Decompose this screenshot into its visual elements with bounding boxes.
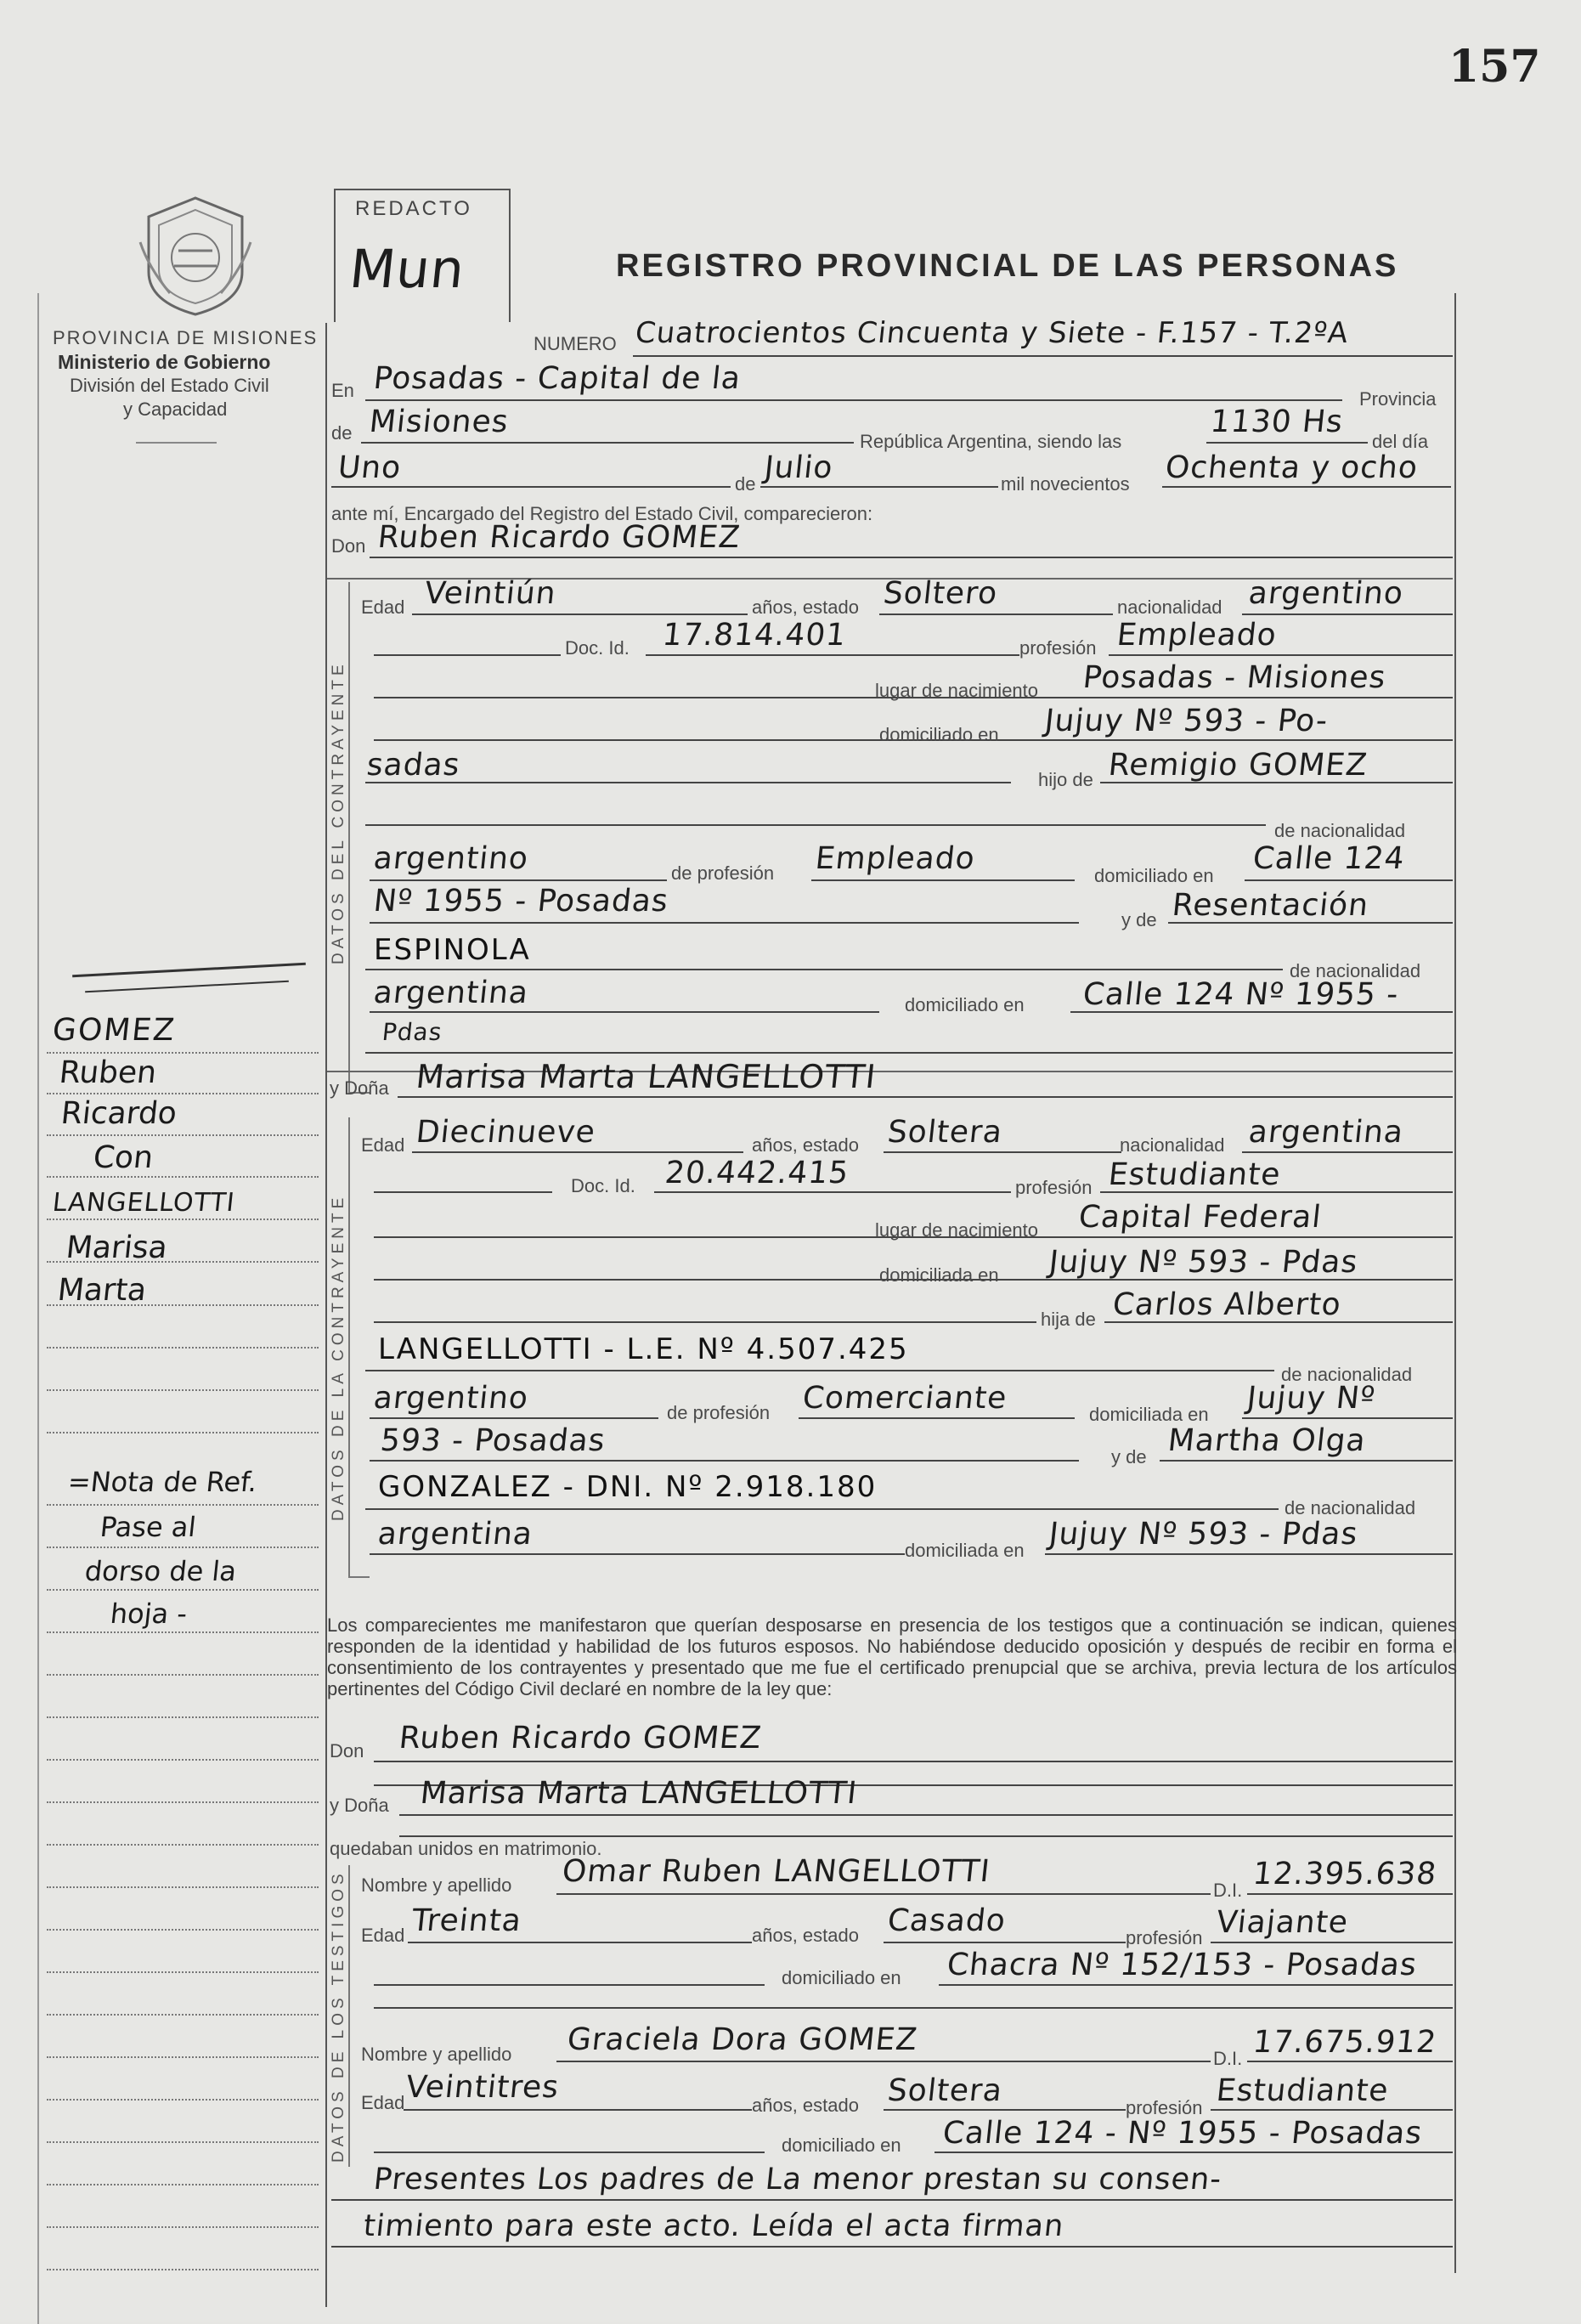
t1-edad-value: Treinta: [409, 1903, 524, 1938]
t2-nombre-value: Graciela Dora GOMEZ: [565, 2022, 920, 2057]
margin-nota-2: Pase al: [99, 1511, 198, 1543]
c-madre-nac: argentina: [371, 975, 531, 1010]
t2-estado-value: Soltera: [885, 2073, 1005, 2108]
ca-madre-value: Martha Olga: [1166, 1423, 1368, 1458]
t2-edad-label: Edad: [361, 2092, 405, 2113]
c-dom-value2: sadas: [364, 748, 462, 783]
c-padre-dom: Calle 124: [1251, 841, 1407, 876]
t2-prof-value: Estudiante: [1214, 2073, 1391, 2108]
t2-edad-value: Veintitres: [404, 2070, 562, 2105]
ca-madre-nac-label: de nacionalidad: [1285, 1497, 1416, 1518]
c-madre-dom: Calle 124 Nº 1955 -: [1081, 977, 1401, 1012]
ca-lugar-label: lugar de nacimiento: [875, 1219, 1039, 1241]
union-dona-value: Marisa Marta LANGELLOTTI: [418, 1776, 860, 1811]
ca-padre-dom: Jujuy Nº: [1245, 1381, 1378, 1416]
dona-value: Marisa Marta LANGELLOTTI: [414, 1058, 878, 1095]
ca-padre-dom2: 593 - Posadas: [378, 1423, 607, 1458]
c-madre-dom-label: domiciliado en: [905, 994, 1025, 1015]
c-padre-dom2: Nº 1955 - Posadas: [371, 884, 670, 919]
ca-edad-value: Diecinueve: [414, 1115, 598, 1150]
ca-padre-nac: argentino: [371, 1381, 531, 1416]
c-anios-label: años, estado: [752, 597, 859, 618]
t1-dom-value: Chacra Nº 152/153 - Posadas: [945, 1948, 1419, 1982]
c-madre-value: Resentación: [1170, 888, 1371, 923]
don-label: Don: [331, 535, 366, 557]
t1-estado-value: Casado: [885, 1903, 1008, 1938]
c-lugar-value: Posadas - Misiones: [1081, 660, 1388, 695]
union-dona-label: y Doña: [330, 1795, 389, 1816]
ca-estado-value: Soltera: [885, 1115, 1005, 1150]
side-label-contrayente: DATOS DEL CONTRAYENTE: [330, 660, 347, 964]
side-label-contrayenta: DATOS DE LA CONTRAYENTE: [330, 1193, 347, 1521]
ca-dom-value: Jujuy Nº 593 - Pdas: [1047, 1245, 1360, 1280]
margin-marta: Marta: [55, 1273, 149, 1308]
c-estado-value: Soltero: [881, 576, 1000, 611]
ca-lugar-value: Capital Federal: [1076, 1200, 1324, 1235]
margin-langellotti: LANGELLOTTI: [51, 1188, 237, 1218]
c-madre-dom2: Pdas: [381, 1018, 444, 1046]
margin-ricardo: Ricardo: [59, 1096, 179, 1131]
margin-nota-1: =Nota de Ref.: [66, 1466, 259, 1498]
c-padre-nac: argentino: [371, 841, 531, 876]
republica-label: República Argentina, siendo las: [860, 431, 1122, 452]
t2-dom-label: domiciliado en: [782, 2135, 901, 2156]
provincial-seal-icon: [132, 191, 259, 319]
t1-prof-value: Viajante: [1214, 1905, 1351, 1940]
c-dom-value: Jujuy Nº 593 - Po-: [1042, 704, 1330, 738]
t2-anios-label: años, estado: [752, 2095, 859, 2116]
closing-line-2: timiento para este acto. Leída el acta firman: [361, 2209, 1066, 2243]
numero-value: Cuatrocientos Cincuenta y Siete - F.157 - T.2ºA: [633, 316, 1351, 350]
don-value: Ruben Ricardo GOMEZ: [375, 520, 743, 555]
hora-value: 1130 Hs: [1208, 404, 1346, 439]
c-doc-value: 17.814.401: [660, 618, 849, 653]
ca-doc-value: 20.442.415: [663, 1156, 851, 1190]
c-hijo-label: hijo de: [1038, 769, 1093, 790]
c-madre-nac-label: de nacionalidad: [1290, 960, 1421, 981]
ca-padre-value2: LANGELLOTTI - L.E. Nº 4.507.425: [378, 1332, 909, 1366]
office-ministry: Ministerio de Gobierno: [58, 351, 271, 373]
t1-dom-label: domiciliado en: [782, 1967, 901, 1988]
union-don-label: Don: [330, 1740, 364, 1761]
union-don-value: Ruben Ricardo GOMEZ: [397, 1721, 764, 1756]
del-dia-label: del día: [1372, 431, 1429, 452]
t2-di-label: D.I.: [1213, 2048, 1243, 2069]
t1-prof-label: profesión: [1126, 1927, 1203, 1948]
margin-con: Con: [91, 1140, 155, 1175]
en-value: Posadas - Capital de la: [371, 361, 743, 396]
mes-value: Julio: [762, 450, 835, 485]
dona-label: y Doña: [330, 1077, 389, 1099]
office-capacity: y Capacidad: [123, 399, 228, 420]
numero-label: NUMERO: [534, 333, 617, 354]
de-mes-label: de: [735, 473, 756, 495]
page-number: 157: [1448, 41, 1541, 93]
t1-nombre-value: Omar Ruben LANGELLOTTI: [560, 1854, 992, 1889]
ca-dom-label: domiciliada en: [879, 1264, 999, 1286]
c-madre-value2: ESPINOLA: [374, 933, 531, 967]
side-label-testigos: DATOS DE LOS TESTIGOS: [330, 1869, 347, 2163]
c-de-prof-label: de profesión: [671, 862, 775, 884]
ca-anios-label: años, estado: [752, 1134, 859, 1156]
en-label: En: [331, 380, 354, 401]
c-nac-label: nacionalidad: [1117, 597, 1222, 618]
ca-padre-prof: Comerciante: [800, 1381, 1009, 1416]
ca-madre-nac: argentina: [375, 1517, 535, 1552]
ca-prof-label: profesión: [1015, 1177, 1093, 1198]
redacto-label: REDACTO: [355, 197, 472, 220]
de-label: de: [331, 422, 353, 444]
t1-nombre-label: Nombre y apellido: [361, 1874, 512, 1896]
ca-nac-value: argentina: [1246, 1115, 1406, 1150]
t2-di-value: 17.675.912: [1251, 2025, 1439, 2060]
margin-marisa: Marisa: [64, 1230, 169, 1265]
dia-value: Uno: [336, 450, 404, 485]
ca-prof-value: Estudiante: [1106, 1157, 1283, 1192]
ante-label: ante mí, Encargado del Registro del Estado Civil, comparecieron:: [331, 503, 873, 524]
c-padre-dom-label: domiciliado en: [1094, 865, 1214, 886]
ca-madre-dom-label: domiciliada en: [905, 1540, 1025, 1561]
de-value: Misiones: [367, 404, 511, 439]
ca-madre-value2: GONZALEZ - DNI. Nº 2.918.180: [378, 1470, 878, 1504]
ca-madre-dom: Jujuy Nº 593 - Pdas: [1047, 1517, 1360, 1552]
declaration-text: Los comparecientes me manifestaron que querían desposarse en presencia de los testigos que a continuación se indican, quienes responden de la identidad y habilidad de los futuros esposos. No habiéndose deducido oposición y después de recibir en forma el consentimiento de los contrayentes y presentado que me fue el certificado prenupcial que se archiva, previa lectura de los artículos pertinentes del Código Civil declaré en nombre de la ley que:: [327, 1614, 1457, 1699]
c-de-nac-label: de nacionalidad: [1274, 820, 1406, 841]
office-division: División del Estado Civil: [70, 375, 269, 396]
c-edad-value: Veintiún: [422, 576, 558, 611]
ca-padre-value: Carlos Alberto: [1110, 1287, 1343, 1322]
margin-nota-4: hoja -: [109, 1597, 189, 1630]
margin-nota-3: dorso de la: [83, 1555, 239, 1587]
c-nac-value: argentino: [1246, 576, 1406, 611]
t1-edad-label: Edad: [361, 1925, 405, 1946]
t1-anios-label: años, estado: [752, 1925, 859, 1946]
margin-ruben: Ruben: [57, 1055, 159, 1090]
t1-di-label: D.I.: [1213, 1880, 1243, 1901]
closing-line-1: Presentes Los padres de La menor prestan su consen-: [371, 2163, 1224, 2197]
redacto-signature: Mun: [347, 238, 468, 300]
mil-label: mil novecientos: [1001, 473, 1130, 495]
c-lugar-label: lugar de nacimiento: [875, 680, 1039, 701]
ca-de-nac-label: de nacionalidad: [1281, 1364, 1413, 1385]
provincia-label: Provincia: [1359, 388, 1437, 410]
c-prof-value: Empleado: [1115, 618, 1279, 653]
ca-nac-label: nacionalidad: [1120, 1134, 1225, 1156]
anio-value: Ochenta y ocho: [1163, 450, 1420, 485]
registry-title: REGISTRO PROVINCIAL DE LAS PERSONAS: [616, 248, 1399, 284]
margin-gomez: GOMEZ: [50, 1013, 178, 1048]
c-padre-value: Remigio GOMEZ: [1106, 748, 1369, 783]
c-dom-label: domiciliado en: [879, 724, 999, 745]
ca-padre-dom-label: domiciliada en: [1089, 1404, 1209, 1425]
ca-de-prof-label: de profesión: [667, 1402, 771, 1423]
t2-nombre-label: Nombre y apellido: [361, 2044, 512, 2065]
t2-dom-value: Calle 124 - Nº 1955 - Posadas: [940, 2116, 1425, 2151]
c-padre-prof: Empleado: [813, 841, 977, 876]
c-y-de-label: y de: [1121, 909, 1157, 930]
union-quedaban: quedaban unidos en matrimonio.: [330, 1838, 602, 1859]
ca-doc-label: Doc. Id.: [571, 1175, 635, 1196]
t2-prof-label: profesión: [1126, 2097, 1203, 2118]
c-edad-label: Edad: [361, 597, 405, 618]
ca-hija-label: hija de: [1041, 1309, 1096, 1330]
ca-edad-label: Edad: [361, 1134, 405, 1156]
office-province: PROVINCIA DE MISIONES: [53, 327, 319, 348]
c-doc-label: Doc. Id.: [565, 637, 630, 659]
ca-y-de-label: y de: [1111, 1446, 1147, 1467]
c-prof-label: profesión: [1019, 637, 1097, 659]
t1-di-value: 12.395.638: [1251, 1857, 1439, 1891]
